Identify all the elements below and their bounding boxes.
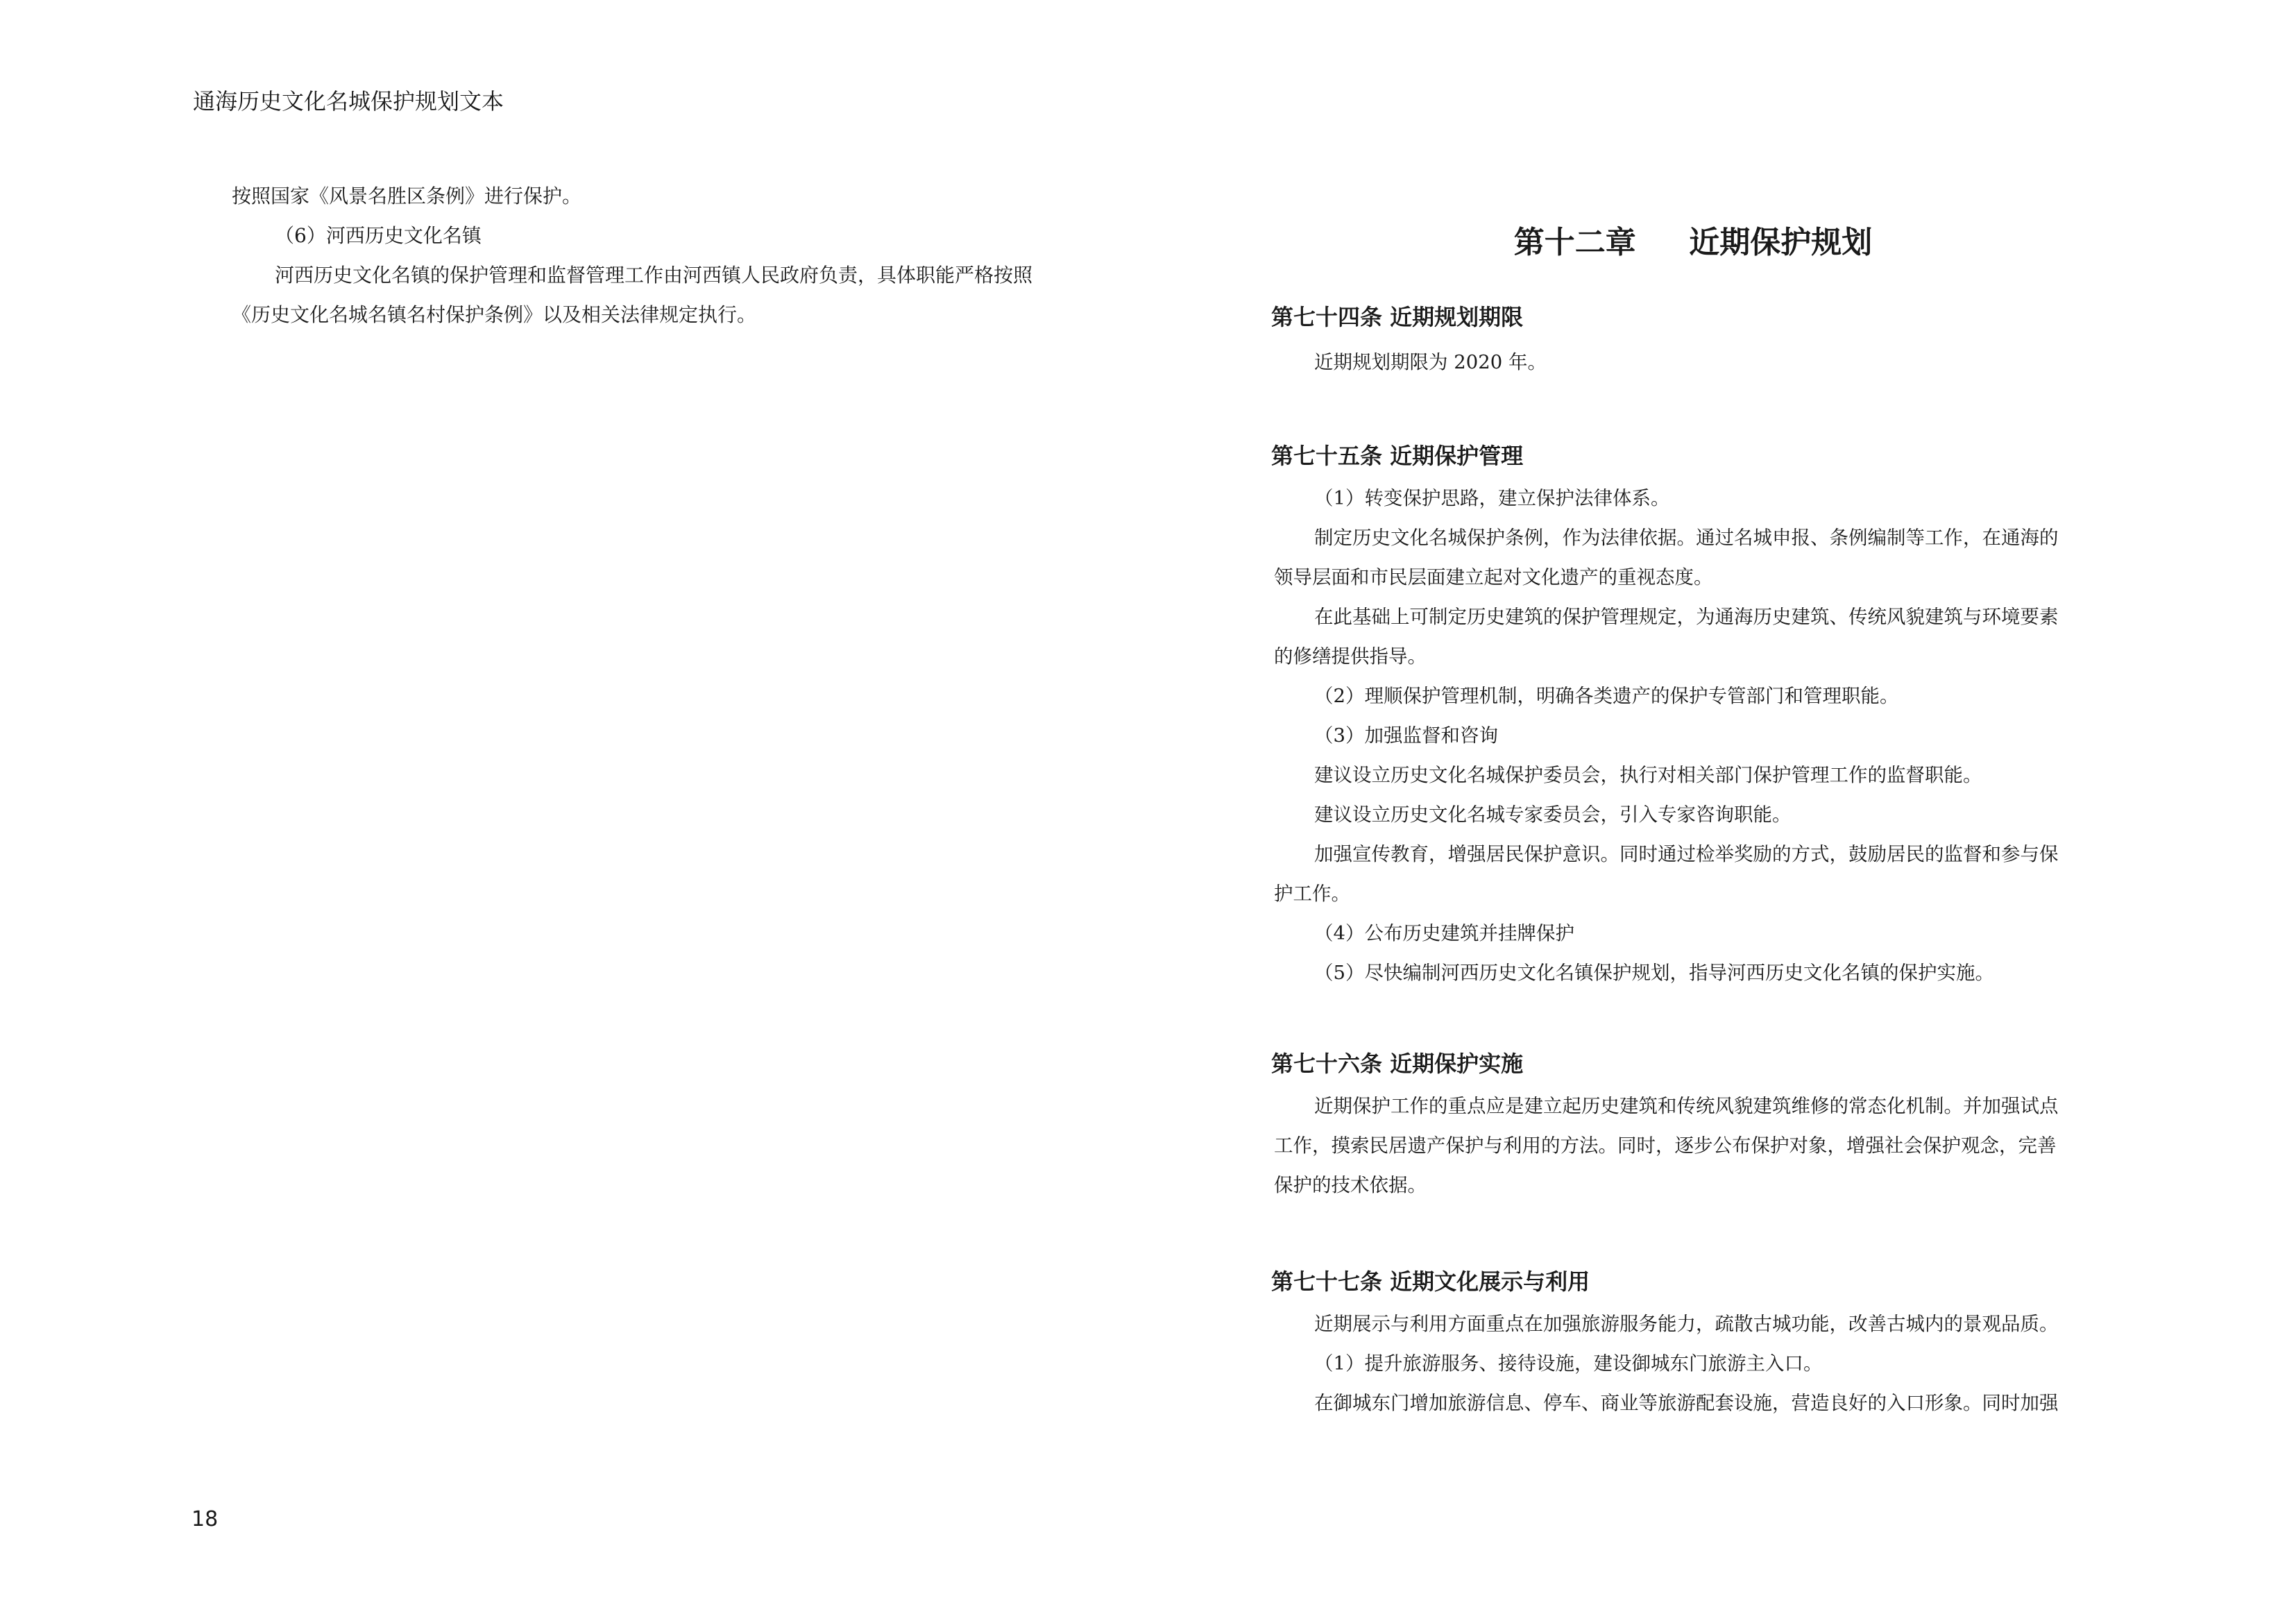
article-title: 第七十四条 近期规划期限 [1271, 304, 1524, 330]
paragraph-line: 河西历史文化名镇的保护管理和监督管理工作由河西镇人民政府负责，具体职能严格按照 [275, 264, 1033, 287]
paragraph-line: 的修缮提供指导。 [1274, 645, 1427, 668]
article-title: 第七十七条 近期文化展示与利用 [1271, 1268, 1590, 1295]
paragraph-line: 工作，摸索民居遗产保护与利用的方法。同时，逐步公布保护对象，增强社会保护观念，完善 [1274, 1135, 2057, 1157]
article-76 [1271, 1046, 2125, 1205]
list-item-line: （3）加强监督和咨询 [1314, 724, 1498, 747]
article-77 [1271, 1264, 2125, 1423]
article-75 [1271, 439, 2125, 993]
article-title: 第七十五条 近期保护管理 [1271, 443, 1524, 469]
paragraph-line: 加强宣传教育，增强居民保护意识。同时通过检举奖励的方式，鼓励居民的监督和参与保 [1314, 843, 2059, 865]
paragraph-line: 建议设立历史文化名城专家委员会，引入专家咨询职能。 [1314, 804, 1792, 826]
paragraph-line: 领导层面和市民层面建立起对文化遗产的重视态度。 [1274, 566, 1713, 588]
paragraph-line: 在此基础上可制定历史建筑的保护管理规定，为通海历史建筑、传统风貌建筑与环境要素 [1314, 606, 2059, 628]
left-page-body [232, 176, 1120, 334]
paragraph-line: 建议设立历史文化名城保护委员会，执行对相关部门保护管理工作的监督职能。 [1314, 764, 1982, 786]
page-number: 18 [192, 1507, 219, 1531]
list-item-line: （4）公布历史建筑并挂牌保护 [1314, 922, 1574, 944]
paragraph-line: 在御城东门增加旅游信息、停车、商业等旅游配套设施，营造良好的入口形象。同时加强 [1314, 1392, 2059, 1414]
list-item-line: （6）河西历史文化名镇 [275, 224, 482, 247]
list-item-line: （1）转变保护思路，建立保护法律体系。 [1314, 487, 1670, 509]
article-title: 第七十六条 近期保护实施 [1271, 1051, 1524, 1077]
paragraph-line: 《历史文化名城名镇名村保护条例》以及相关法律规定执行。 [232, 303, 757, 326]
list-item-line: （1）提升旅游服务、接待设施，建设御城东门旅游主入口。 [1314, 1352, 1823, 1375]
list-item-line: （5）尽快编制河西历史文化名镇保护规划，指导河西历史文化名镇的保护实施。 [1314, 962, 1994, 984]
paragraph-line: 按照国家《风景名胜区条例》进行保护。 [232, 185, 582, 207]
paragraph-line: 保护的技术依据。 [1274, 1174, 1427, 1196]
paragraph-line: 护工作。 [1274, 883, 1350, 905]
paragraph-line: 近期规划期限为 2020 年。 [1314, 351, 1547, 373]
paragraph-line: 制定历史文化名城保护条例，作为法律依据。通过名城申报、条例编制等工作，在通海的 [1314, 527, 2059, 549]
list-item-line: （2）理顺保护管理机制，明确各类遗产的保护专管部门和管理职能。 [1314, 685, 1899, 707]
chapter-title: 第十二章 近期保护规划 [1513, 225, 1873, 260]
article-74 [1271, 300, 2125, 382]
paragraph-line: 近期展示与利用方面重点在加强旅游服务能力，疏散古城功能，改善古城内的景观品质。 [1314, 1313, 2059, 1335]
paragraph-line: 近期保护工作的重点应是建立起历史建筑和传统风貌建筑维修的常态化机制。并加强试点 [1314, 1095, 2059, 1117]
running-header: 通海历史文化名城保护规划文本 [193, 88, 504, 114]
